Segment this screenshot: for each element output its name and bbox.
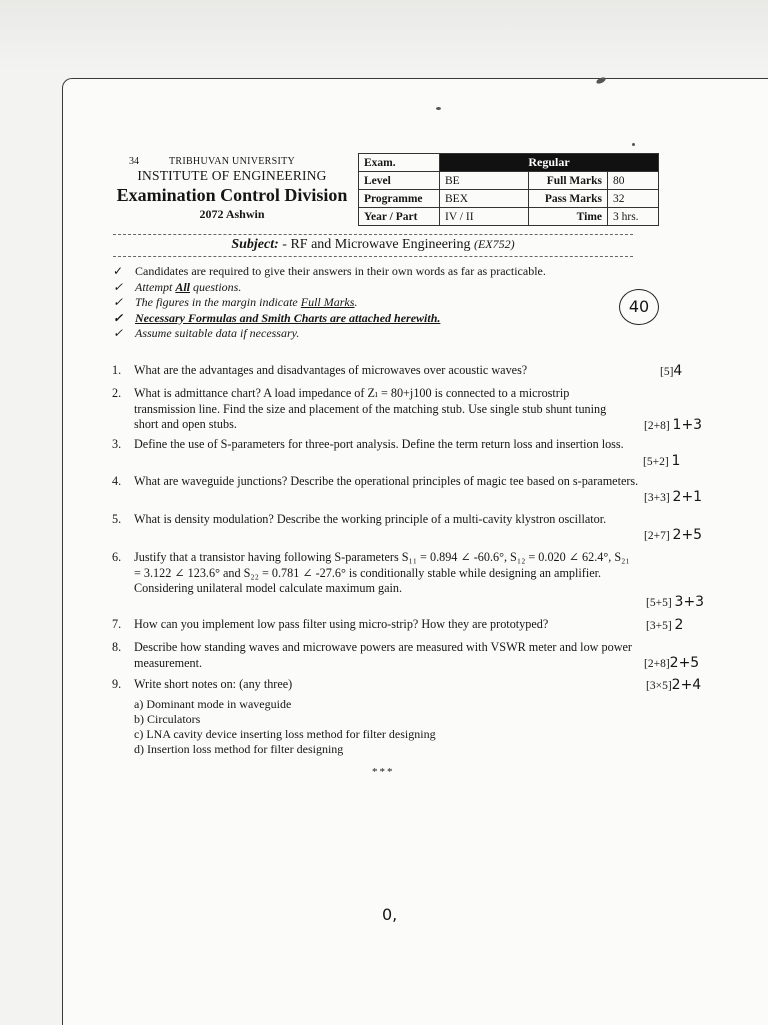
marks-value: [2+7] [644, 530, 670, 542]
subject-name: - RF and Microwave Engineering [278, 237, 474, 252]
question-marks [643, 453, 680, 469]
question-6 [112, 550, 630, 597]
instruction-text: Candidates are required to give their answers in their own words as far as practicable. [135, 264, 546, 278]
handwritten-score: 2+1 [672, 489, 703, 505]
question-5 [112, 512, 642, 528]
question-text: Define the use of S-parameters for three-port analysis. Define the term return loss and insertion loss. [134, 437, 624, 451]
subject-label: Subject: [231, 237, 279, 252]
question-marks [644, 489, 702, 505]
handwritten-score: 2+5 [672, 527, 703, 543]
handwritten-score: 2 [674, 617, 684, 633]
question-marks [660, 363, 682, 379]
handwritten-score: 2+4 [671, 677, 702, 693]
handwritten-score: 3+3 [674, 594, 705, 610]
exam-session: 2072 Ashwin [199, 207, 265, 221]
question-text: What is admittance chart? A load impedance of Zₗ = 80+j100 is connected to a microstrip transmission line. Find the size and placement of the matching stub. Use single stub shunt tuning short and open stubs. [134, 386, 607, 431]
scan-top-shadow [0, 0, 768, 70]
check-icon: ✓ [113, 295, 124, 309]
list-item: d) Insertion loss method for filter designing [134, 742, 344, 756]
check-icon: ✓ [113, 310, 124, 325]
time-label: Time [529, 208, 608, 226]
exam-info-table [358, 153, 659, 226]
question-marks [646, 594, 704, 610]
question-text: What are the advantages and disadvantages of microwaves over acoustic waves? [134, 363, 528, 377]
question-marks [646, 617, 683, 633]
pass-marks-label: Pass Marks [529, 190, 608, 208]
subject-line [113, 237, 633, 253]
list-item [113, 295, 546, 311]
handwritten-page-mark: 0, [382, 905, 398, 924]
time-value: 3 hrs. [608, 208, 659, 226]
pass-marks-value: 32 [608, 190, 659, 208]
instructions-list [113, 264, 546, 342]
handwritten-score: 2+5 [669, 655, 700, 671]
divider [113, 234, 633, 235]
question-2 [112, 386, 632, 433]
scan-speck [632, 143, 635, 146]
question-marks [644, 527, 702, 543]
table-row [359, 208, 659, 226]
question-text: Justify that a transistor having following S-parameters S₁₁ = 0.894 ∠ -60.6°, S₁₂ = 0.020 ∠ 62.4°, S₂₁ = 3.122 ∠ 123.6° and S₂₂ = 0.781 ∠ -27.6° is conditionally stable while designing an amplifier. Considering unilateral model calculate maximum gain. [134, 550, 630, 595]
question-text: What is density modulation? Describe the working principle of a multi-cavity klystron oscillator. [134, 512, 607, 526]
instruction-text: Assume suitable data if necessary. [135, 326, 300, 340]
short-notes-list [134, 697, 436, 757]
question-number: 2. [112, 386, 122, 400]
table-row [359, 190, 659, 208]
question-3 [112, 437, 642, 453]
question-4 [112, 474, 642, 490]
instruction-text: The figures in the margin indicate [135, 295, 301, 309]
full-marks-label: Full Marks [529, 172, 608, 190]
marks-value: [3+5] [646, 620, 672, 632]
paper-code: 34 [129, 156, 139, 167]
table-row [359, 172, 659, 190]
university-name: TRIBHUVAN UNIVERSITY [168, 156, 296, 167]
subject-code: (EX752) [473, 237, 515, 251]
instruction-text: questions. [190, 279, 242, 294]
handwritten-score: 1 [671, 453, 681, 469]
exam-label: Exam. [359, 154, 440, 172]
question-9 [112, 677, 642, 693]
list-item: b) Circulators [134, 712, 201, 726]
level-label: Level [359, 172, 440, 190]
question-marks [646, 677, 701, 693]
marks-value: [5+5] [646, 597, 672, 609]
exam-header [107, 152, 357, 222]
question-number: 1. [112, 363, 122, 377]
scan-speck [436, 107, 441, 110]
question-number: 9. [112, 677, 122, 691]
handwritten-score: 1+3 [672, 417, 703, 433]
question-number: 5. [112, 512, 122, 526]
institute-name: INSTITUTE OF ENGINEERING [137, 168, 327, 183]
question-number: 8. [112, 640, 122, 654]
marks-value: [5] [660, 366, 674, 378]
marks-value: [2+8] [644, 420, 670, 432]
handwritten-total: 40 [619, 289, 659, 325]
list-item [113, 326, 546, 342]
question-marks [644, 417, 702, 433]
check-icon: ✓ [113, 326, 124, 340]
instruction-text: . [354, 295, 358, 309]
programme-label: Programme [359, 190, 440, 208]
programme-value: BEX [440, 190, 529, 208]
instruction-emphasis: All [175, 279, 190, 294]
question-number: 3. [112, 437, 122, 451]
question-text: What are waveguide junctions? Describe the operational principles of magic tee based on s-parameters. [134, 474, 639, 488]
year-part-label: Year / Part [359, 208, 440, 226]
marks-value: [3×5] [646, 680, 672, 692]
marks-value: [2+8] [644, 658, 670, 670]
question-text: Write short notes on: (any three) [134, 677, 293, 691]
exam-type: Regular [440, 154, 659, 172]
full-marks-value: 80 [608, 172, 659, 190]
instruction-text: Attempt [135, 279, 176, 294]
divider [113, 256, 633, 257]
list-item: a) Dominant mode in waveguide [134, 697, 292, 711]
instruction-emphasis: Full Marks [300, 295, 355, 309]
level-value: BE [440, 172, 529, 190]
question-number: 7. [112, 617, 122, 631]
question-marks [644, 655, 699, 671]
question-number: 6. [112, 550, 122, 564]
question-text: How can you implement low pass filter using micro-strip? How they are prototyped? [134, 617, 549, 631]
question-7 [112, 617, 642, 633]
handwritten-score: 4 [673, 363, 683, 379]
question-8 [112, 640, 642, 671]
list-item [113, 311, 546, 327]
question-text: Describe how standing waves and microwave powers are measured with VSWR meter and low power measurement. [134, 640, 632, 670]
question-1 [112, 363, 642, 379]
list-item [113, 264, 546, 280]
question-number: 4. [112, 474, 122, 488]
year-part-value: IV / II [440, 208, 529, 226]
end-mark: *** [372, 766, 395, 778]
check-icon: ✓ [113, 264, 124, 278]
table-row [359, 154, 659, 172]
instruction-text: Necessary Formulas and Smith Charts are attached herewith. [135, 310, 441, 325]
marks-value: [5+2] [643, 456, 669, 468]
marks-value: [3+3] [644, 492, 670, 504]
division-name: Examination Control Division [116, 185, 348, 205]
list-item: c) LNA cavity device inserting loss method for filter designing [134, 727, 436, 741]
list-item [113, 280, 546, 296]
check-icon: ✓ [113, 279, 124, 294]
